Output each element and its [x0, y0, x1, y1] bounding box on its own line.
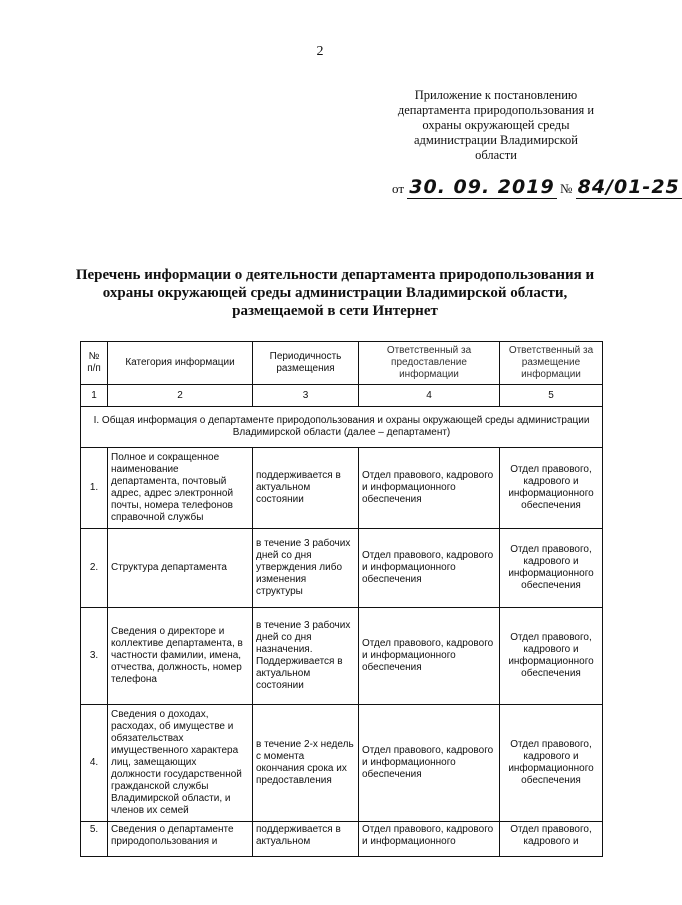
row-publisher: Отдел правового, кадрового и информационного обеспечения — [500, 608, 603, 705]
row-category: Структура департамента — [108, 529, 253, 608]
row-provider: Отдел правового, кадрового и информационного — [359, 822, 500, 857]
order-reference — [392, 176, 680, 198]
row-periodicity: в течение 2-х недель с момента окончания срока их предоставления — [253, 705, 359, 822]
section-row — [81, 407, 603, 448]
row-periodicity: поддерживается в актуальном — [253, 822, 359, 857]
appendix-line: администрации Владимирской — [414, 133, 578, 147]
row-number: 5. — [81, 822, 108, 857]
title-line: охраны окружающей среды администрации Владимирской области, — [102, 285, 568, 301]
header-periodicity: Периодичность размещения — [253, 342, 359, 385]
order-number-label: № — [559, 181, 573, 196]
row-number: 2. — [81, 529, 108, 608]
table-header-row — [81, 342, 603, 385]
column-number-row — [81, 385, 603, 407]
order-from-label: от — [392, 181, 405, 196]
document-title — [70, 266, 600, 320]
title-line: размещаемой в сети Интернет — [232, 303, 438, 319]
row-number: 4. — [81, 705, 108, 822]
row-category: Сведения о департаменте природопользования и — [108, 822, 253, 857]
header-publisher: Ответственный за размещение информации — [500, 342, 603, 385]
column-number: 2 — [108, 385, 253, 407]
table-row — [81, 705, 603, 822]
table-row — [81, 608, 603, 705]
row-periodicity: поддерживается в актуальном состоянии — [253, 448, 359, 529]
column-number: 3 — [253, 385, 359, 407]
order-date: 30. 09. 2019 — [409, 176, 555, 198]
row-publisher: Отдел правового, кадрового и информационного обеспечения — [500, 448, 603, 529]
appendix-line: Приложение к постановлению — [414, 88, 578, 102]
row-category: Сведения о директоре и коллективе департамента, в частности фамилии, имена, отчества, должность, номер телефона — [108, 608, 253, 705]
row-category: Полное и сокращенное наименование департамента, почтовый адрес, адрес электронной почты, номера телефонов справочной службы — [108, 448, 253, 529]
row-provider: Отдел правового, кадрового и информационного обеспечения — [359, 529, 500, 608]
appendix-line: департамента природопользования и — [397, 103, 595, 117]
header-number: № п/п — [81, 342, 108, 385]
header-provider: Ответственный за предоставление информации — [359, 342, 500, 385]
row-provider: Отдел правового, кадрового и информационного обеспечения — [359, 705, 500, 822]
section-heading: I. Общая информация о департаменте природопользования и охраны окружающей среды администрации Владимирской области (далее – департамент) — [81, 407, 603, 448]
table-row — [81, 529, 603, 608]
row-periodicity: в течение 3 рабочих дней со дня назначения. Поддерживается в актуальном состоянии — [253, 608, 359, 705]
appendix-line: охраны окружающей среды — [422, 118, 570, 132]
row-publisher: Отдел правового, кадрового и информационного обеспечения — [500, 705, 603, 822]
column-number: 5 — [500, 385, 603, 407]
row-category: Сведения о доходах, расходах, об имуществе и обязательствах имущественного характера лиц, замещающих должности государственной гражданской службы Владимирской области, и членов их семей — [108, 705, 253, 822]
row-number: 1. — [81, 448, 108, 529]
information-table — [80, 341, 603, 857]
page-number: 2 — [316, 44, 324, 59]
order-number: 84/01-25 — [577, 176, 680, 198]
row-publisher: Отдел правового, кадрового и — [500, 822, 603, 857]
row-provider: Отдел правового, кадрового и информационного обеспечения — [359, 608, 500, 705]
appendix-note — [386, 88, 606, 163]
appendix-line: области — [475, 148, 517, 162]
row-number: 3. — [81, 608, 108, 705]
row-provider: Отдел правового, кадрового и информационного обеспечения — [359, 448, 500, 529]
title-line: Перечень информации о деятельности департамента природопользования и — [75, 267, 595, 283]
header-category: Категория информации — [108, 342, 253, 385]
column-number: 4 — [359, 385, 500, 407]
table-row — [81, 822, 603, 857]
row-periodicity: в течение 3 рабочих дней со дня утверждения либо изменения структуры — [253, 529, 359, 608]
table-row — [81, 448, 603, 529]
column-number: 1 — [81, 385, 108, 407]
row-publisher: Отдел правового, кадрового и информационного обеспечения — [500, 529, 603, 608]
